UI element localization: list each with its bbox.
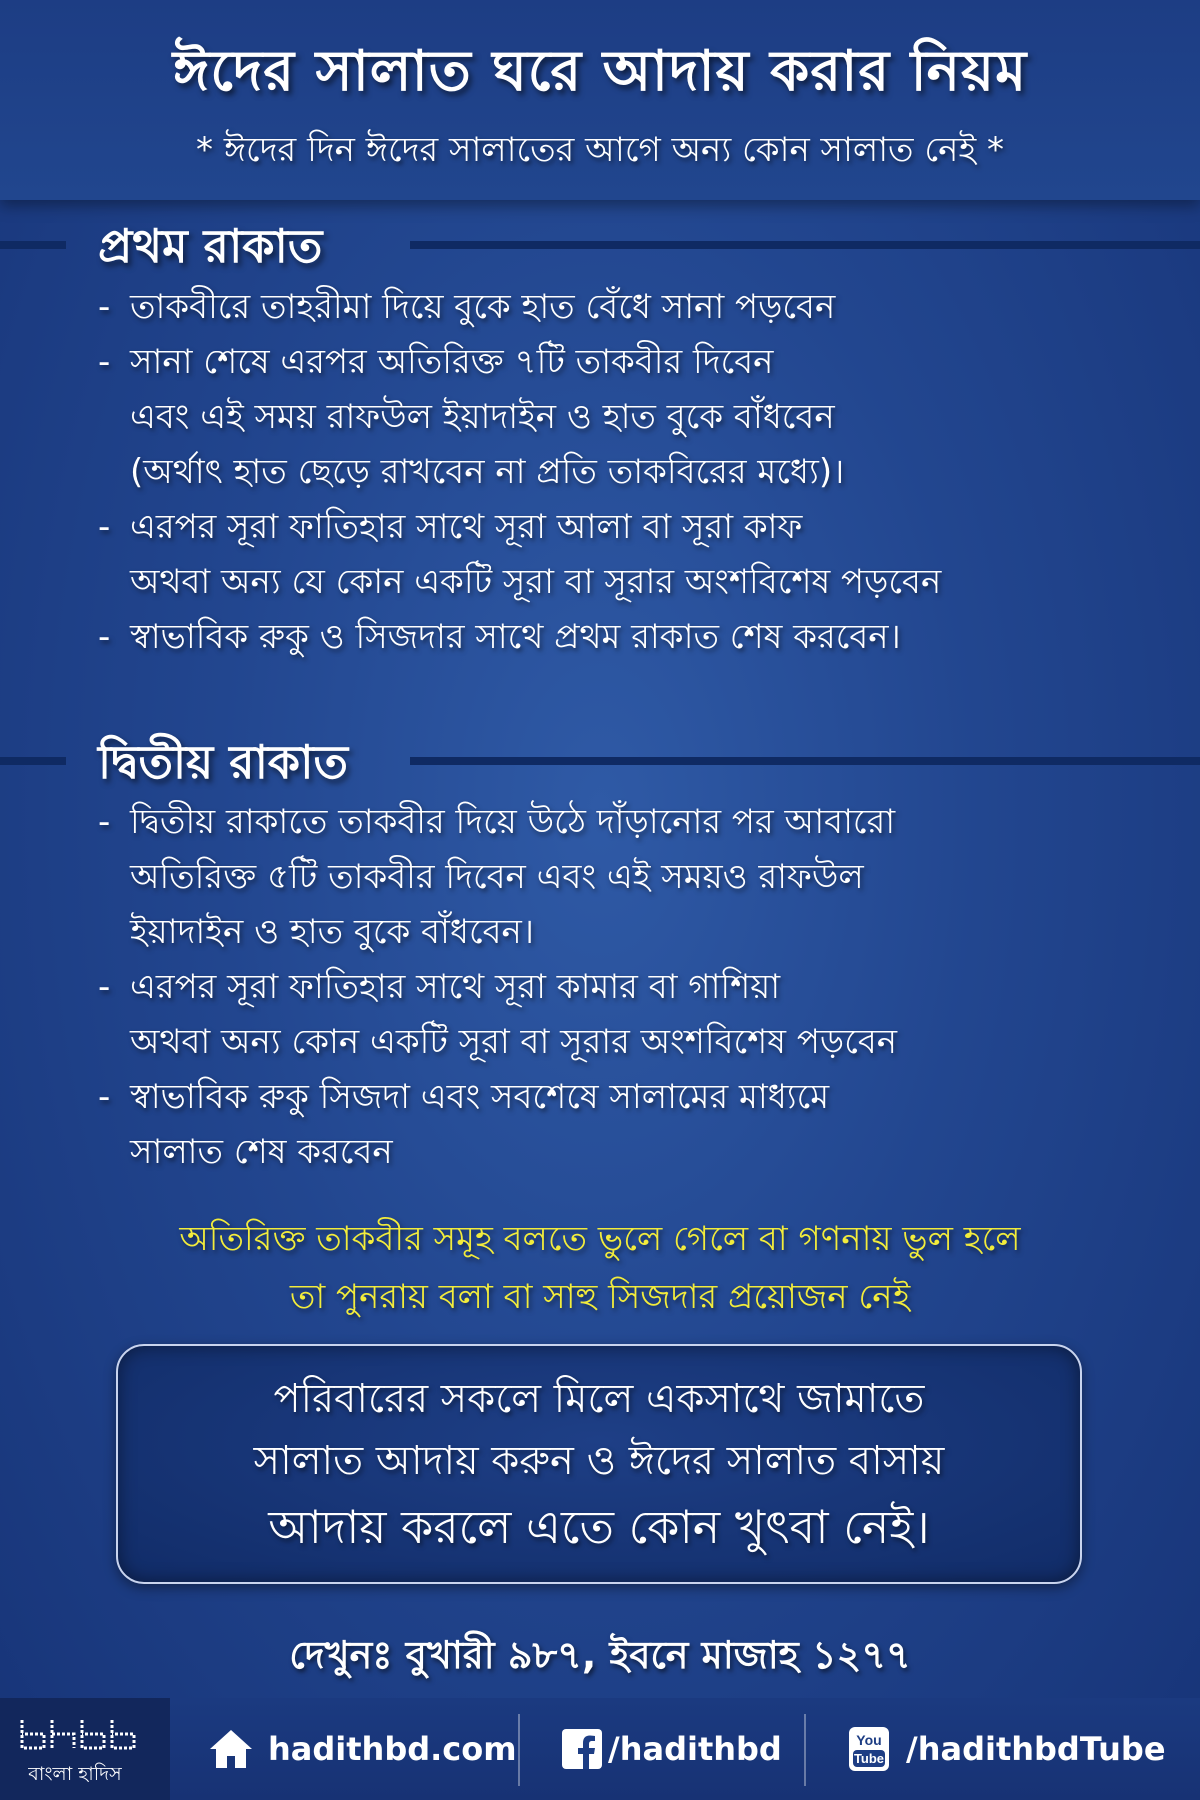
list-item [98,280,1158,335]
bullet-dash: - [98,802,111,842]
footer-divider [804,1714,806,1786]
youtube-link[interactable] [848,1698,1166,1800]
list-item-line: সানা শেষে এরপর অতিরিক্ত ৭টি তাকবীর দিবেন [130,342,774,382]
bullet-dash: - [98,287,111,327]
page-title: ঈদের সালাত ঘরে আদায় করার নিয়ম [172,39,1028,104]
bullet-dash: - [98,342,111,382]
family-message-box [116,1344,1082,1584]
header-banner [0,0,1200,200]
list-item-line: তাকবীরে তাহরীমা দিয়ে বুকে হাত বেঁধে সানা পড়বেন [130,287,836,327]
list-item [98,335,1158,500]
section2-list [98,795,1158,1180]
website-link[interactable] [208,1698,517,1800]
facebook-label: /hadithbd [608,1730,782,1768]
bullet-dash: - [98,967,111,1007]
list-item-line: অথবা অন্য যে কোন একটি সূরা বা সূরার অংশবিশেষ পড়বেন [130,562,942,602]
facebook-icon [562,1729,602,1769]
list-item-line: অতিরিক্ত ৫টি তাকবীর দিবেন এবং এই সময়ও রাফউল [130,857,864,897]
list-item-line: স্বাভাবিক রুকু ও সিজদার সাথে প্রথম রাকাত শেষ করবেন। [130,617,901,657]
section1-rule-right [410,241,1200,249]
section2-title: দ্বিতীয় রাকাত [98,735,348,789]
home-icon [208,1728,254,1770]
youtube-label: /hadithbdTube [906,1730,1166,1768]
reference-text: দেখুনঃ বুখারী ৯৮৭, ইবনে মাজাহ ১২৭৭ [289,1633,911,1677]
footer-divider [518,1714,520,1786]
section1-rule-left [0,241,66,249]
box-line: আদায় করলে এতে কোন খুৎবা নেই। [268,1500,930,1554]
list-item [98,610,1158,665]
svg-text:You: You [856,1732,882,1748]
bullet-dash: - [98,1077,111,1117]
list-item-line: অথবা অন্য কোন একটি সূরা বা সূরার অংশবিশেষ পড়বেন [130,1022,898,1062]
list-item-line: দ্বিতীয় রাকাতে তাকবীর দিয়ে উঠে দাঁড়ানোর পর আবারো [130,802,896,842]
list-item-line: এবং এই সময় রাফউল ইয়াদাইন ও হাত বুকে বাঁধবেন [130,397,835,437]
list-item [98,500,1158,610]
facebook-link[interactable] [562,1698,782,1800]
note-line: অতিরিক্ত তাকবীর সমূহ বলতে ভুলে গেলে বা গণনায় ভুল হলে [179,1219,1021,1259]
svg-text:Tube: Tube [853,1751,885,1766]
section1-list [98,280,1158,665]
section2-rule-right [410,757,1200,765]
page-subtitle: * ঈদের দিন ঈদের সালাতের আগে অন্য কোন সালাত নেই * [196,130,1004,170]
youtube-icon [848,1726,890,1772]
section1-title: প্রথম রাকাত [98,219,323,273]
website-label: hadithbd.com [268,1730,517,1768]
box-line: সালাত আদায় করুন ও ঈদের সালাত বাসায় [253,1438,945,1484]
bullet-dash: - [98,507,111,547]
list-item [98,1070,1158,1180]
logo-text: বাংলা হাদিস [28,1763,122,1785]
list-item-line: সালাত শেষ করবেন [130,1132,393,1172]
list-item-line: ইয়াদাইন ও হাত বুকে বাঁধবেন। [130,912,535,952]
note-line: তা পুনরায় বলা বা সাহু সিজদার প্রয়োজন নেই [289,1277,911,1317]
note-text [0,1210,1200,1326]
hadithbd-logo-icon [18,1716,138,1752]
list-item [98,795,1158,960]
section2-rule-left [0,757,66,765]
list-item-line: এরপর সূরা ফাতিহার সাথে সূরা কামার বা গাশিয়া [130,967,781,1007]
box-line: পরিবারের সকলে মিলে একসাথে জামাতে [273,1376,925,1422]
list-item-line: স্বাভাবিক রুকু সিজদা এবং সবশেষে সালামের মাধ্যমে [130,1077,830,1117]
list-item-line: এরপর সূরা ফাতিহার সাথে সূরা আলা বা সূরা কাফ [130,507,803,547]
list-item-line: (অর্থাৎ হাত ছেড়ে রাখবেন না প্রতি তাকবিরের মধ্যে)। [130,452,845,492]
footer-bar [0,1698,1200,1800]
list-item [98,960,1158,1070]
logo-panel [0,1698,170,1800]
bullet-dash: - [98,617,111,657]
